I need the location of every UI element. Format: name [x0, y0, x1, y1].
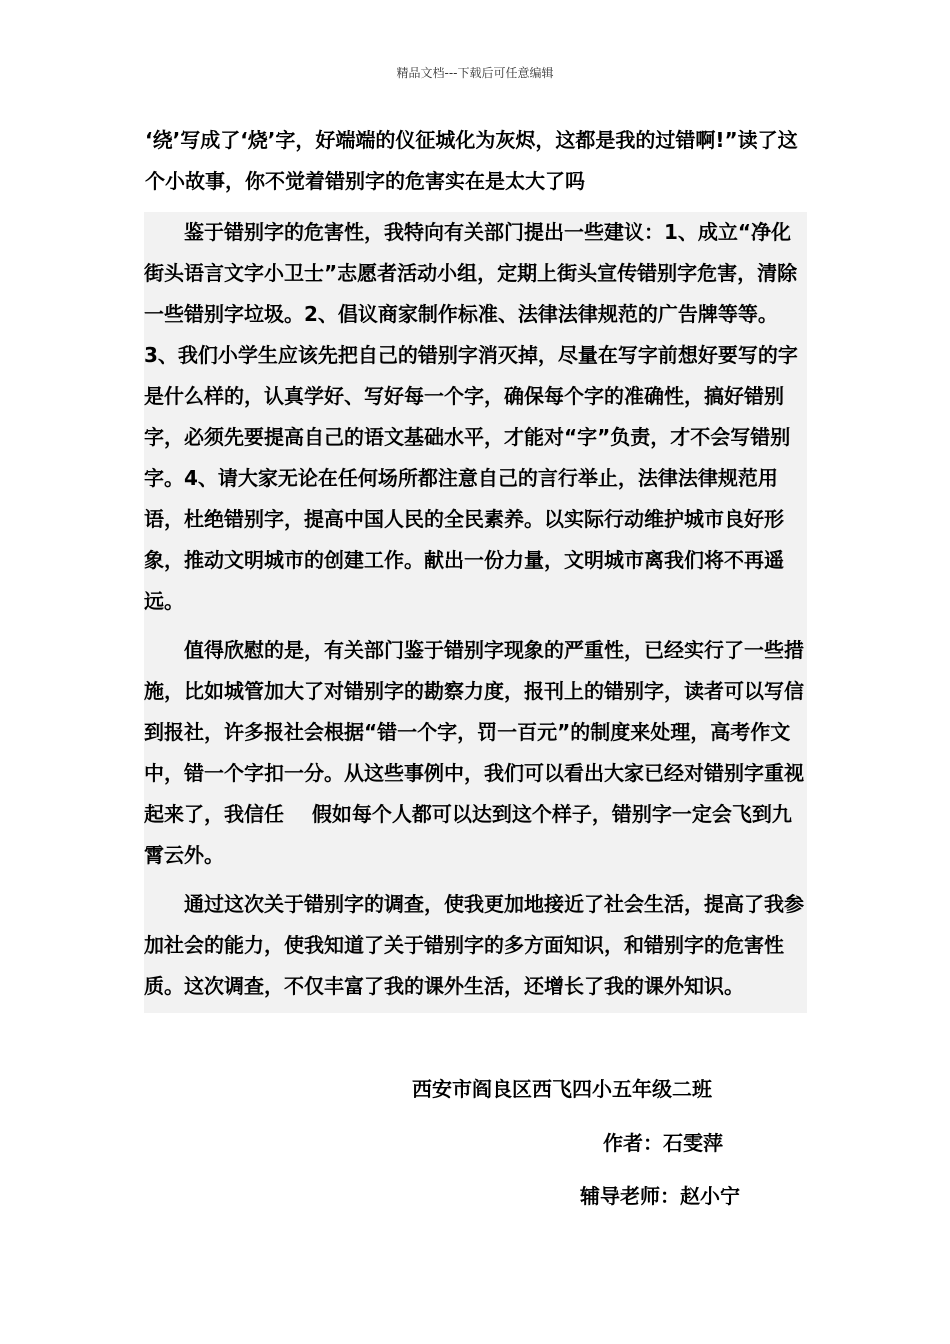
- measures-paragraph: 值得欣慰的是，有关部门鉴于错别字现象的严重性，已经实行了一些措施，比如城管加大了对错别字的勘察力度，报刊上的错别字，读者可以写信到报社，许多报社会根据“错一个字，罚一百元”的制度来处理，高考作文中，错一个字扣一分。从这些事例中，我们可以看出大家已经对错别字重视起来了，我信任 假如每个人都可以达到这个样子，错别字一定会飞到九霄云外。: [144, 638, 804, 867]
- signature-school: 西安市阎良区西飞四小五年级二班: [412, 1077, 712, 1101]
- intro-paragraph: ‘绕’写成了‘烧’字，好端端的仪征城化为灰烬，这都是我的过错啊!”读了这个小故事，你不觉着错别字的危害实在是太大了吗: [145, 128, 798, 193]
- page-header: 精品文档---下载后可任意编辑: [396, 66, 554, 80]
- signature-teacher: 辅导老师：赵小宁: [580, 1184, 740, 1208]
- suggestions-paragraph: 鉴于错别字的危害性，我特向有关部门提出一些建议：1、成立“净化街头语言文字小卫士”志愿者活动小组，定期上街头宣传错别字危害，清除一些错别字垃圾。2、倡议商家制作标准、法律法律规范的广告牌等等。3、我们小学生应该先把自己的错别字消灭掉，尽量在写字前想好要写的字是什么样的，认真学好、写好每一个字，确保每个字的准确性，搞好错别字，必须先要提高自己的语文基础水平，才能对“字”负责，才不会写错别字。4、请大家无论在任何场所都注意自己的言行举止，法律法律规范用语，杜绝错别字，提高中国人民的全民素养。以实际行动维护城市良好形象，推动文明城市的创建工作。献出一份力量，文明城市离我们将不再遥远。: [144, 220, 798, 613]
- conclusion-paragraph: 通过这次关于错别字的调查，使我更加地接近了社会生活，提高了我参加社会的能力，使我知道了关于错别字的多方面知识，和错别字的危害性质。这次调查，不仅丰富了我的课外生活，还增长了我的课外知识。: [144, 892, 804, 998]
- highlighted-text-block: [144, 212, 807, 1013]
- signature-author: 作者：石雯萍: [603, 1131, 723, 1155]
